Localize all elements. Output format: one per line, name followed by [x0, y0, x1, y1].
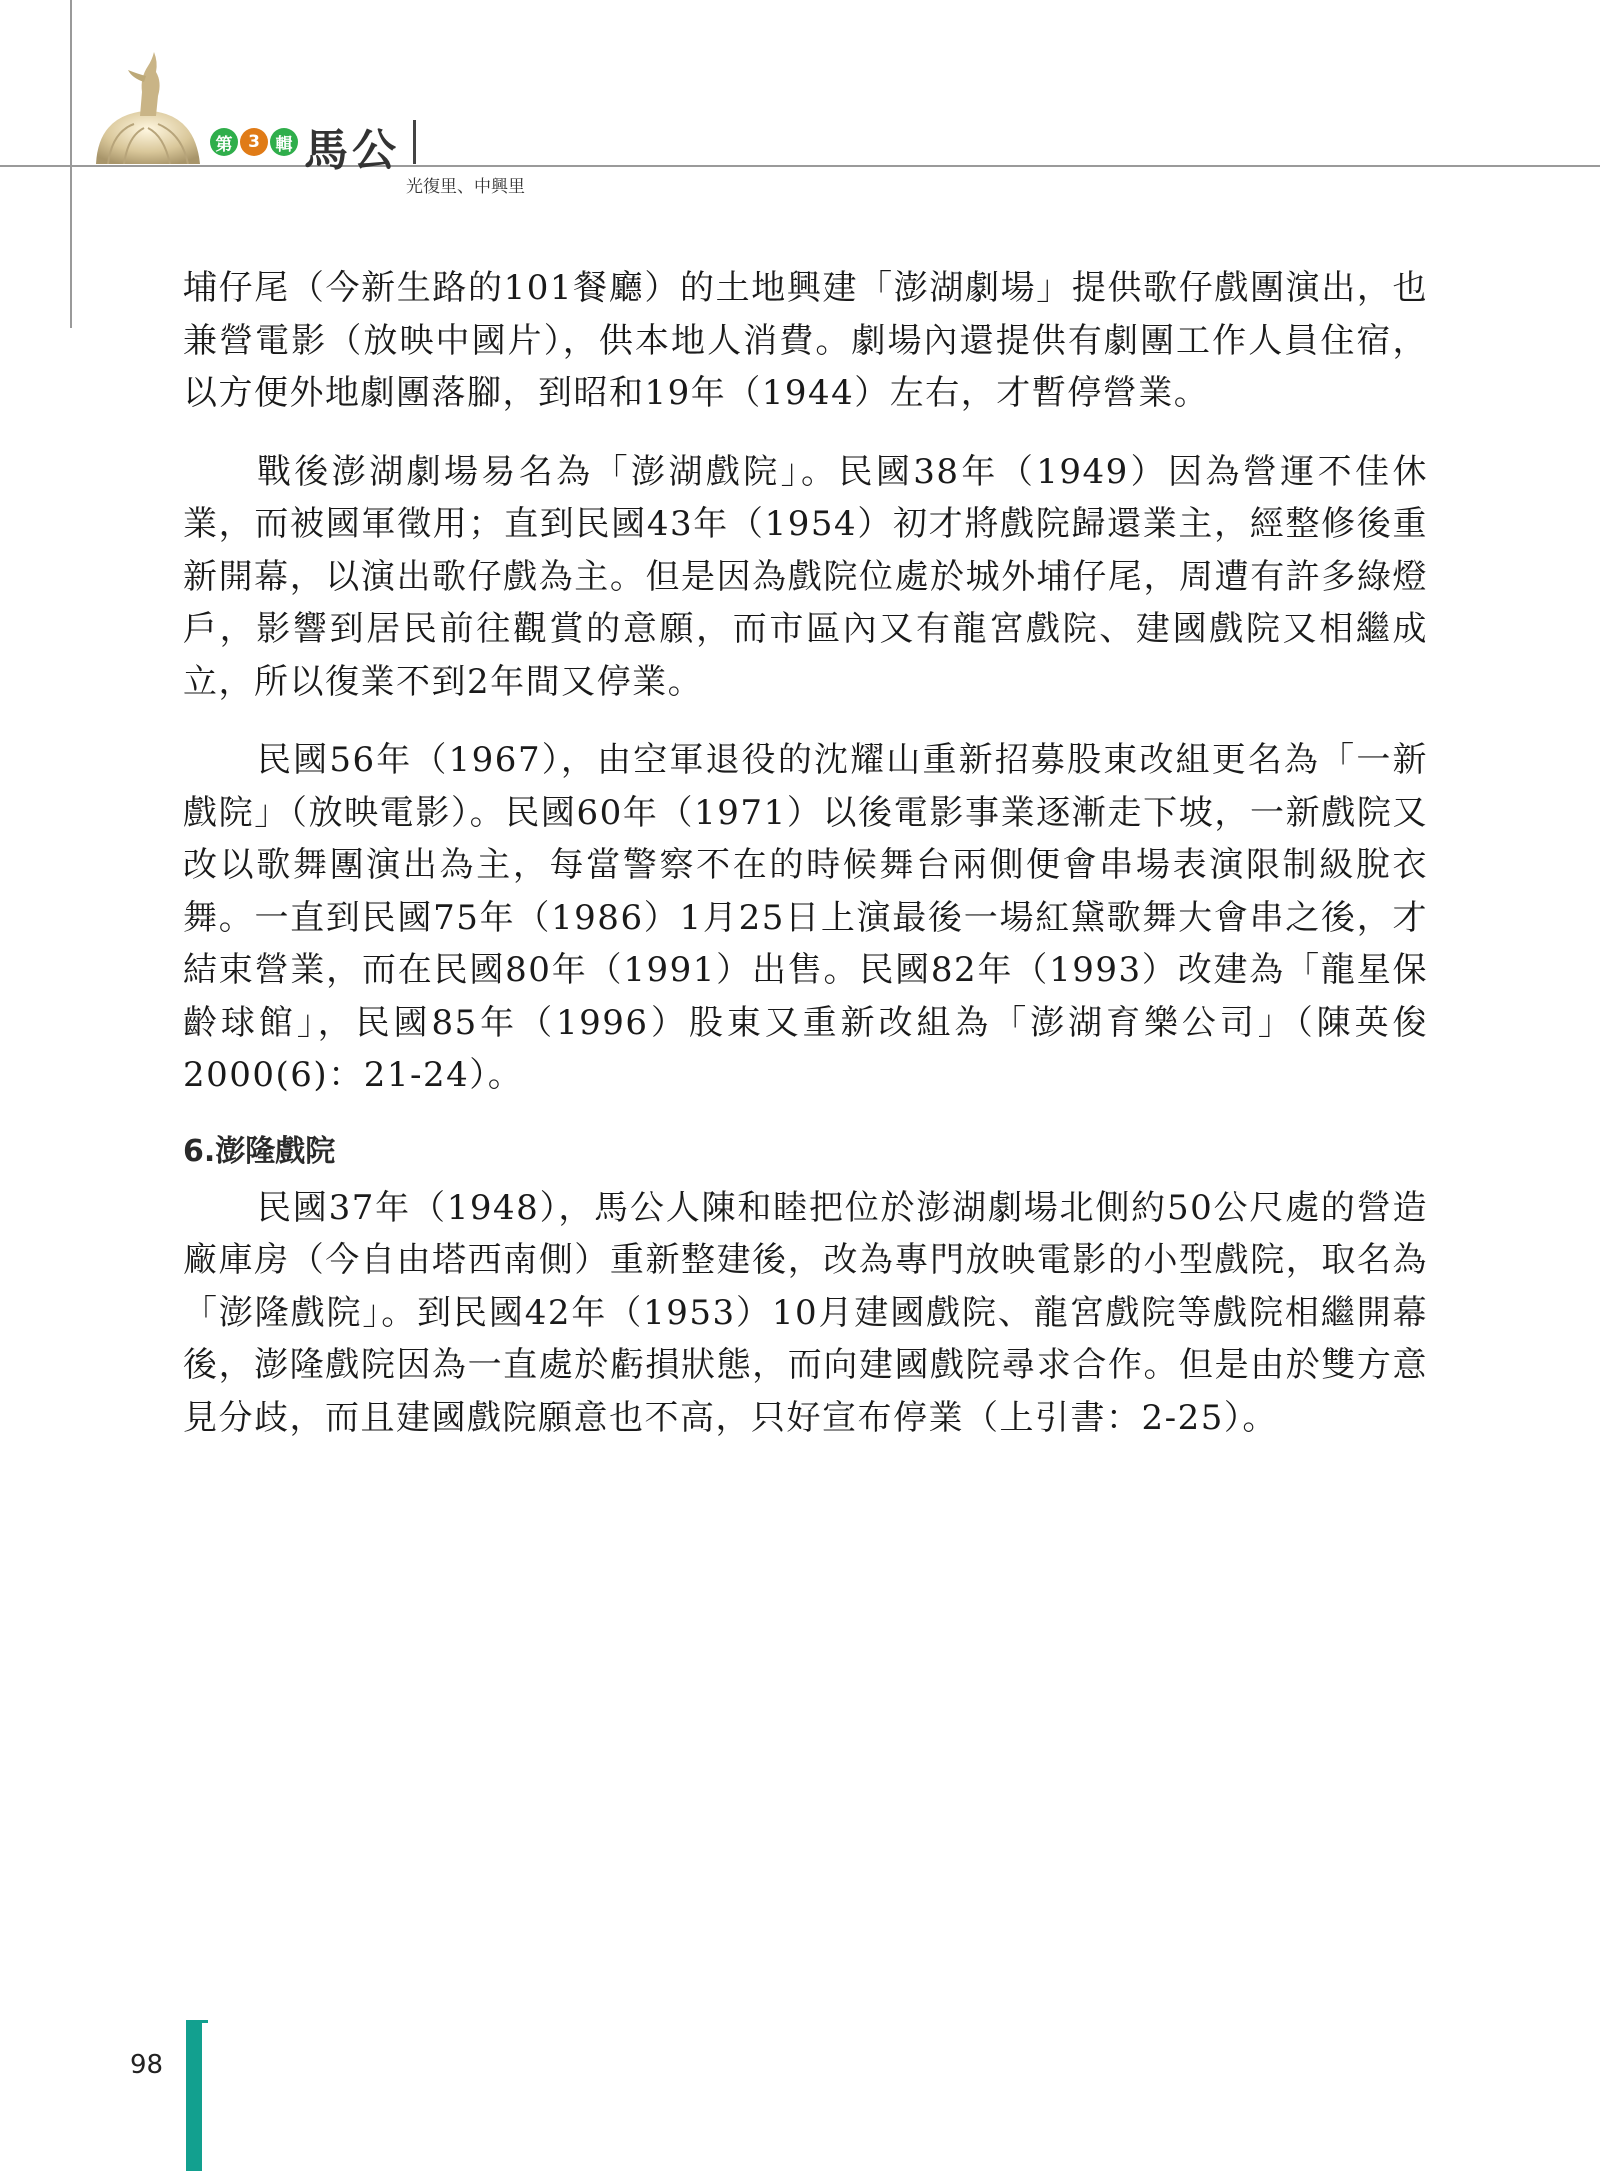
statue-logo-icon [88, 52, 208, 164]
volume-badges [210, 128, 298, 156]
chapter-subtitle: 光復里、中興里 [406, 177, 525, 197]
section-heading: 6.澎隆戲院 [183, 1133, 336, 1169]
footer-accent-bar [186, 2020, 202, 2171]
volume-badge-suffix: 輯 [270, 128, 298, 156]
header-horizontal-rule [0, 165, 1600, 167]
book-title: 馬公 [304, 125, 400, 176]
header-title-divider [413, 120, 416, 164]
paragraph-2: 戰後澎湖劇場易名為「澎湖戲院」。民國38年（1949）因為營運不佳休業，而被國軍徵用；直到民國43年（1954）初才將戲院歸還業主，經整修後重新開幕，以演出歌仔戲為主。但是因為戲院位處於城外埔仔尾，周遭有許多綠燈戶，影響到居民前往觀賞的意願，而市區內又有龍宮戲院、建國戲院又相繼成立，所以復業不到2年間又停業。 [183, 451, 1428, 702]
footer-accent-tick [186, 2020, 208, 2023]
section-paragraph: 民國37年（1948），馬公人陳和睦把位於澎湖劇場北側約50公尺處的營造廠庫房（今自由塔西南側）重新整建後，改為專門放映電影的小型戲院，取名為「澎隆戲院」。到民國42年（1953）10月建國戲院、龍宮戲院等戲院相繼開幕後，澎隆戲院因為一直處於虧損狀態，而向建國戲院尋求合作。但是由於雙方意見分歧，而且建國戲院願意也不高，只好宣布停業（上引書：2-25）。 [183, 1187, 1428, 1438]
volume-badge-prefix: 第 [210, 128, 238, 156]
paragraph-1: 埔仔尾（今新生路的101餐廳）的土地興建「澎湖劇場」提供歌仔戲團演出，也兼營電影（放映中國片），供本地人消費。劇場內還提供有劇團工作人員住宿，以方便外地劇團落腳，到昭和19年（1944）左右，才暫停營業。 [183, 268, 1428, 413]
main-text [183, 262, 1428, 1470]
page-number: 98 [130, 2050, 164, 2080]
header-vertical-rule [70, 0, 72, 328]
paragraph-3: 民國56年（1967），由空軍退役的沈耀山重新招募股東改組更名為「一新戲院」（放映電影）。民國60年（1971）以後電影事業逐漸走下坡，一新戲院又改以歌舞團演出為主，每當警察不在的時候舞台兩側便會串場表演限制級脫衣舞。一直到民國75年（1986）1月25日上演最後一場紅黛歌舞大會串之後，才結束營業，而在民國80年（1991）出售。民國82年（1993）改建為「龍星保齡球館」，民國85年（1996）股東又重新改組為「澎湖育樂公司」（陳英俊 2000(6)：21-24）。 [183, 740, 1428, 1095]
volume-badge-number: 3 [240, 128, 268, 156]
